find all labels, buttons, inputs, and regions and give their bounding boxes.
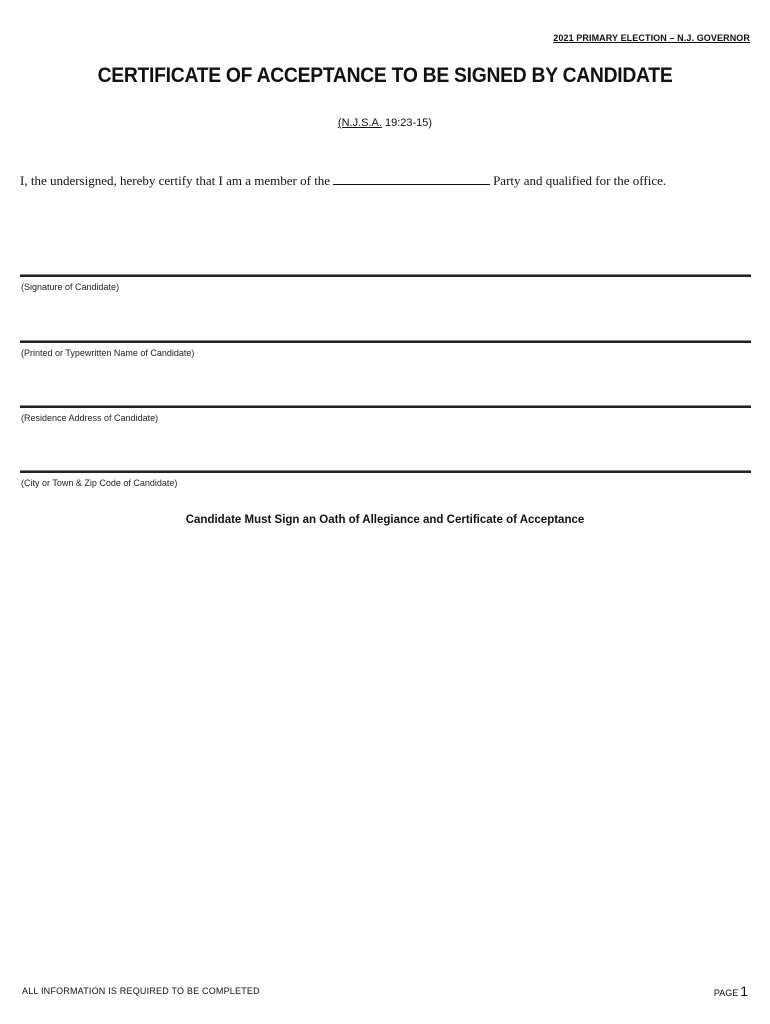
page-title: CERTIFICATE OF ACCEPTANCE TO BE SIGNED BY CANDIDATE <box>97 64 673 87</box>
printed-name-label: (Printed or Typewritten Name of Candidate) <box>21 348 195 358</box>
party-blank-field[interactable] <box>333 172 490 185</box>
election-header: 2021 PRIMARY ELECTION – N.J. GOVERNOR <box>553 33 750 43</box>
certification-text-before: I, the undersigned, hereby certify that I am a member of the <box>20 173 331 188</box>
statute-reference <box>0 117 770 129</box>
statute-section: 19:23-15) <box>384 117 433 129</box>
residence-address-label: (Residence Address of Candidate) <box>21 413 159 423</box>
printed-name-line[interactable] <box>20 340 751 343</box>
city-zip-label: (City or Town & Zip Code of Candidate) <box>21 478 178 488</box>
page-number: 1 <box>740 983 748 999</box>
oath-notice: Candidate Must Sign an Oath of Allegiance and Certificate of Acceptance <box>185 514 585 526</box>
page-indicator <box>714 983 748 999</box>
footer-requirement: ALL INFORMATION IS REQUIRED TO BE COMPLETED <box>22 986 260 996</box>
signature-line[interactable] <box>20 274 751 277</box>
certification-statement <box>20 172 666 189</box>
signature-label: (Signature of Candidate) <box>21 282 120 292</box>
certification-text-after: Party and qualified for the office. <box>493 173 667 188</box>
statute-ref: (N.J.S.A. <box>337 117 382 129</box>
page-label: PAGE <box>713 988 739 998</box>
residence-address-line[interactable] <box>20 405 751 408</box>
city-zip-line[interactable] <box>20 470 751 473</box>
